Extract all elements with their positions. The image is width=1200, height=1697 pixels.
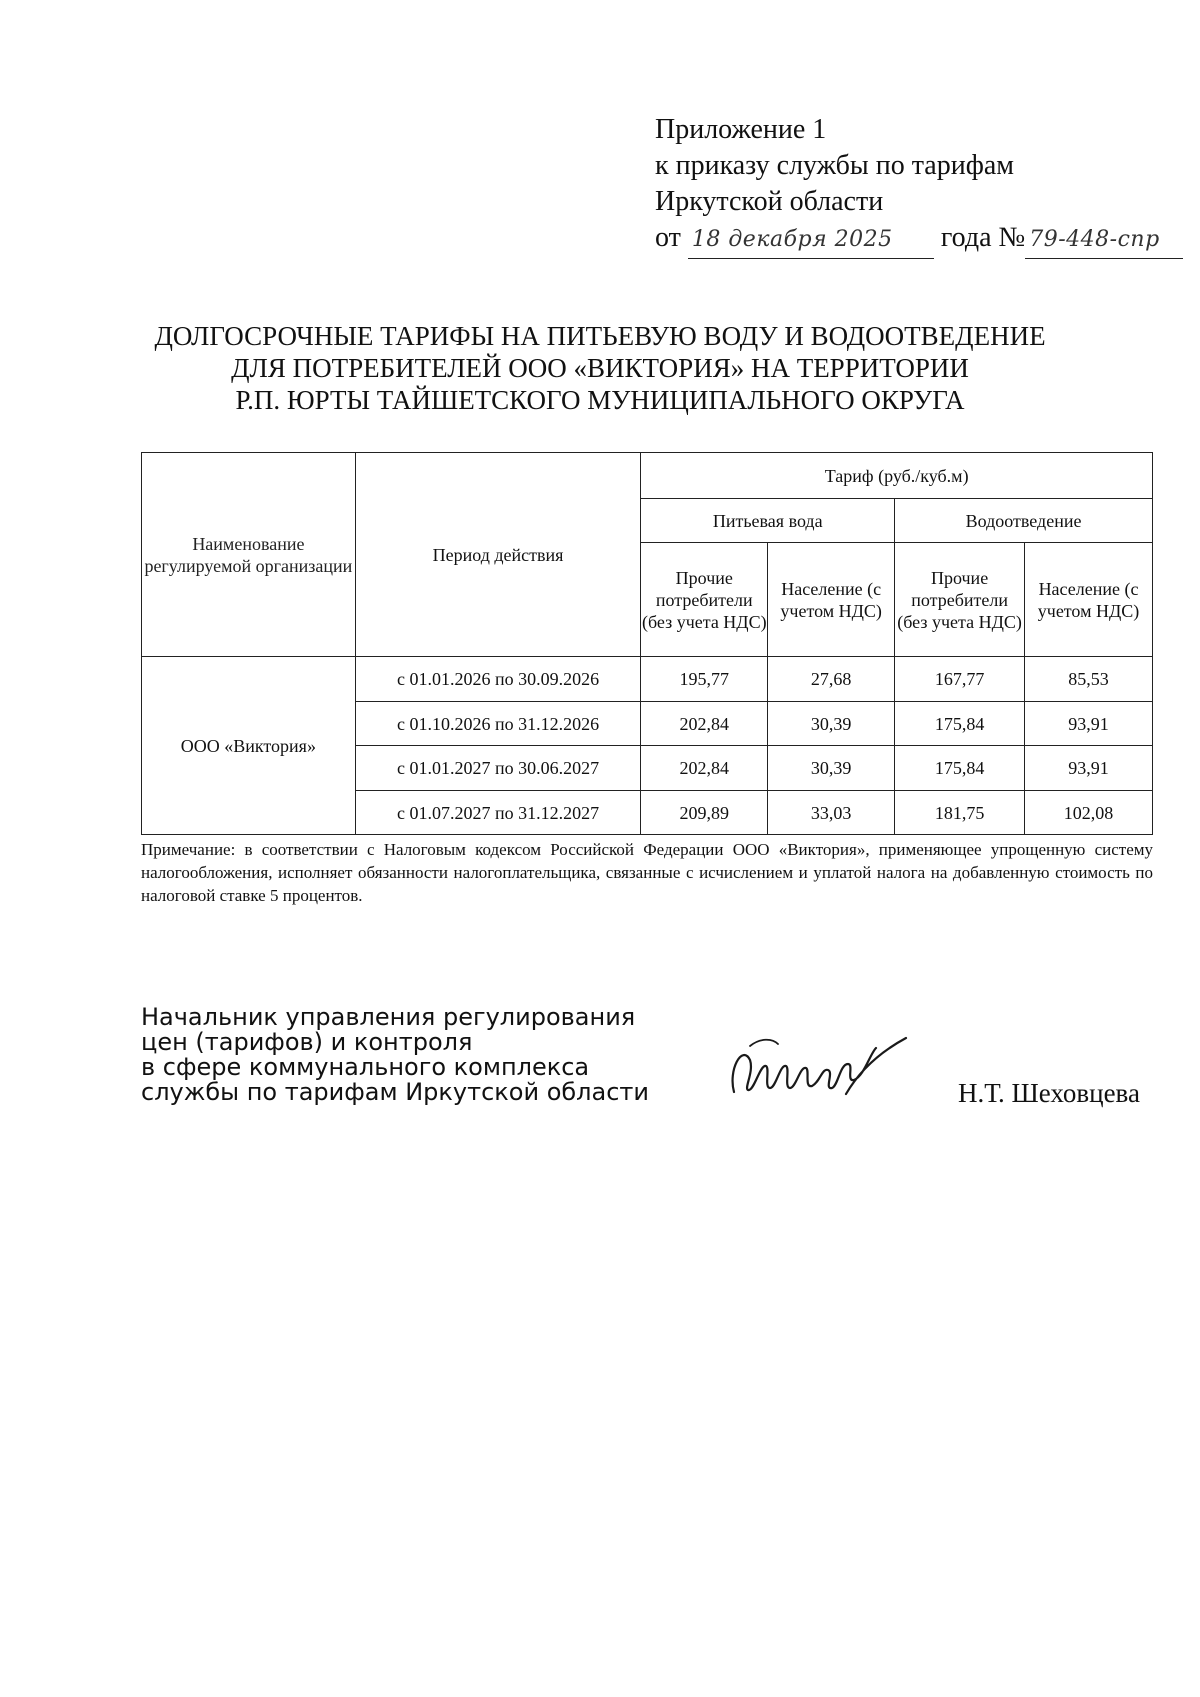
- title-line: Р.П. ЮРТЫ ТАЙШЕТСКОГО МУНИЦИПАЛЬНОГО ОКРУГА: [235, 385, 965, 415]
- header-sewer-other-consumers: Прочие потребители (без учета НДС): [895, 543, 1025, 657]
- signer-line: цен (тарифов) и контроля: [141, 1028, 473, 1056]
- appendix-order-ref: к приказу службы по тарифам: [655, 150, 1014, 181]
- sewer-population-cell: 93,91: [1025, 702, 1153, 746]
- appendix-header: [655, 112, 1183, 259]
- header-tariff: Тариф (руб./куб.м): [641, 453, 1153, 499]
- water-population-cell: 30,39: [768, 746, 895, 791]
- header-drinking-water: Питьевая вода: [641, 499, 895, 543]
- water-other-cell: 202,84: [641, 702, 768, 746]
- water-other-cell: 202,84: [641, 746, 768, 791]
- from-label: от: [655, 222, 681, 253]
- appendix-date-line: [655, 220, 1183, 259]
- appendix-title: Приложение 1: [655, 114, 827, 145]
- water-population-cell: 30,39: [768, 702, 895, 746]
- header-period: Период действия: [355, 453, 641, 657]
- year-number-label: года №: [940, 222, 1026, 253]
- sewer-other-cell: 175,84: [895, 702, 1025, 746]
- handwritten-order-number: 79-448-спр: [1025, 222, 1183, 259]
- tariff-table: [141, 452, 1153, 835]
- header-organization: Наименование регулируемой организации: [142, 453, 356, 657]
- period-cell: с 01.07.2027 по 31.12.2027: [355, 791, 641, 835]
- signer-line: службы по тарифам Иркутской области: [141, 1078, 649, 1106]
- handwritten-date: 18 декабря 2025: [688, 222, 934, 259]
- header-sewerage: Водоотведение: [895, 499, 1153, 543]
- period-cell: с 01.01.2026 по 30.09.2026: [355, 657, 641, 702]
- header-water-population: Население (с учетом НДС): [768, 543, 895, 657]
- sewer-population-cell: 93,91: [1025, 746, 1153, 791]
- period-cell: с 01.01.2027 по 30.06.2027: [355, 746, 641, 791]
- title-line: ДЛЯ ПОТРЕБИТЕЛЕЙ ООО «ВИКТОРИЯ» НА ТЕРРИТОРИИ: [231, 353, 969, 383]
- title-line: ДОЛГОСРОЧНЫЕ ТАРИФЫ НА ПИТЬЕВУЮ ВОДУ И ВОДООТВЕДЕНИЕ: [154, 321, 1046, 351]
- sewer-population-cell: 102,08: [1025, 791, 1153, 835]
- tax-note: Примечание: в соответствии с Налоговым кодексом Российской Федерации ООО «Виктория», применяющее упрощенную систему налогообложения, исполняет обязанности налогоплательщика, связанные с исчислением и уплатой налога на добавленную стоимость по налоговой ставке 5 процентов.: [141, 840, 1153, 905]
- water-population-cell: 33,03: [768, 791, 895, 835]
- water-population-cell: 27,68: [768, 657, 895, 702]
- water-other-cell: 209,89: [641, 791, 768, 835]
- signer-name: Н.Т. Шеховцева: [958, 1078, 1140, 1108]
- signer-position: [141, 1005, 649, 1105]
- organization-name: ООО «Виктория»: [142, 657, 356, 835]
- appendix-region: Иркутской области: [655, 186, 884, 217]
- sewer-other-cell: 181,75: [895, 791, 1025, 835]
- handwritten-signature: [720, 1030, 920, 1110]
- table-row: [142, 657, 1153, 702]
- signer-line: Начальник управления регулирования: [141, 1003, 636, 1031]
- sewer-population-cell: 85,53: [1025, 657, 1153, 702]
- signer-line: в сфере коммунального комплекса: [141, 1053, 590, 1081]
- period-cell: с 01.10.2026 по 31.12.2026: [355, 702, 641, 746]
- document-title: [0, 320, 1200, 416]
- sewer-other-cell: 175,84: [895, 746, 1025, 791]
- sewer-other-cell: 167,77: [895, 657, 1025, 702]
- header-water-other-consumers: Прочие потребители (без учета НДС): [641, 543, 768, 657]
- header-sewer-population: Население (с учетом НДС): [1025, 543, 1153, 657]
- water-other-cell: 195,77: [641, 657, 768, 702]
